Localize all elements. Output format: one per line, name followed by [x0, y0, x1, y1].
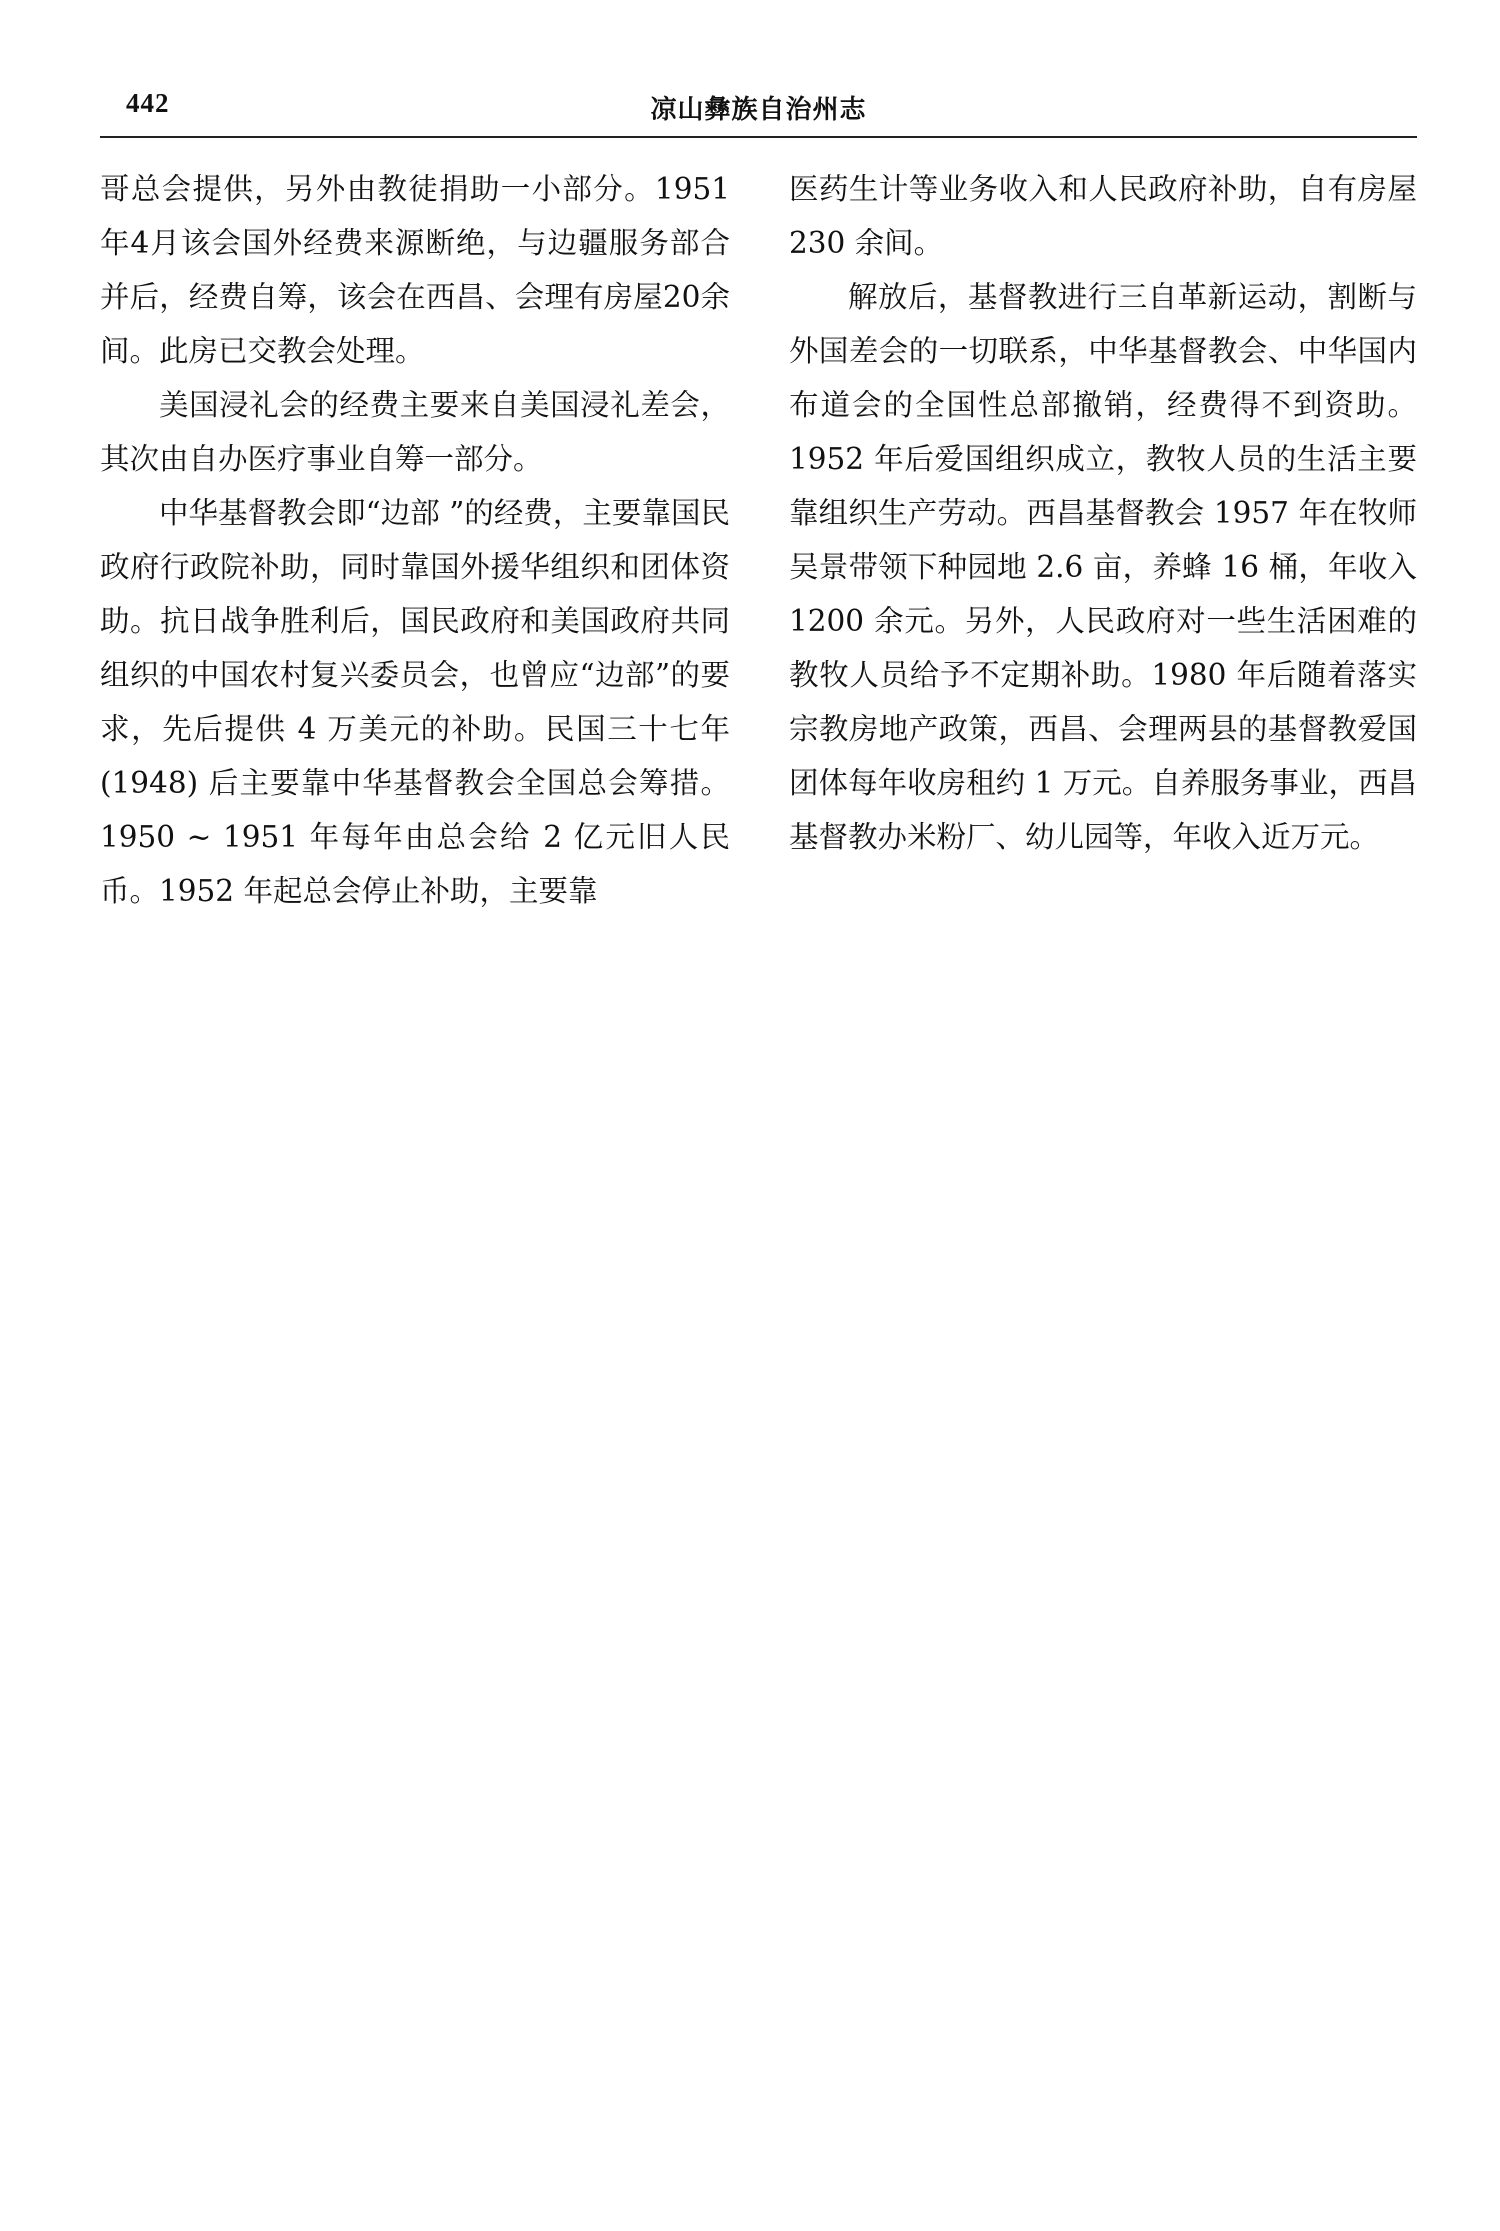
paragraph: 哥总会提供，另外由教徒捐助一小部分。1951年4月该会国外经费来源断绝，与边疆服务部合并后，经费自筹，该会在西昌、会理有房屋20余间。此房已交教会处理。: [100, 172, 730, 368]
left-column: [100, 162, 730, 918]
header-divider: [100, 136, 1417, 138]
right-column: [789, 162, 1417, 864]
paragraph: 美国浸礼会的经费主要来自美国浸礼差会，其次由自办医疗事业自筹一部分。: [100, 388, 730, 476]
running-title: 凉山彝族自治州志: [650, 95, 867, 125]
page-header: [100, 80, 1417, 136]
paragraph: 解放后，基督教进行三自革新运动，割断与外国差会的一切联系，中华基督教会、中华国内布道会的全国性总部撤销，经费得不到资助。1952 年后爱国组织成立，教牧人员的生活主要靠组织生产劳动。西昌基督教会 1957 年在牧师吴景带领下种园地 2.6 亩，养蜂 16 桶，年收入 1200 余元。另外，人民政府对一些生活困难的教牧人员给予不定期补助。1980 年后随着落实宗教房地产政策，西昌、会理两县的基督教爱国团体每年收房租约 1 万元。自养服务事业，西昌基督教办米粉厂、幼儿园等，年收入近万元。: [789, 280, 1417, 854]
paragraph: 中华基督教会即“边部 ”的经费，主要靠国民政府行政院补助，同时靠国外援华组织和团体资助。抗日战争胜利后，国民政府和美国政府共同组织的中国农村复兴委员会，也曾应“边部”的要求，先后提供 4 万美元的补助。民国三十七年(1948) 后主要靠中华基督教会全国总会筹措。1950 ~ 1951 年每年由总会给 2 亿元旧人民币。1952 年起总会停止补助，主要靠: [100, 496, 730, 908]
page-number: 442: [126, 88, 170, 118]
paragraph: 医药生计等业务收入和人民政府补助，自有房屋 230 余间。: [789, 172, 1417, 260]
